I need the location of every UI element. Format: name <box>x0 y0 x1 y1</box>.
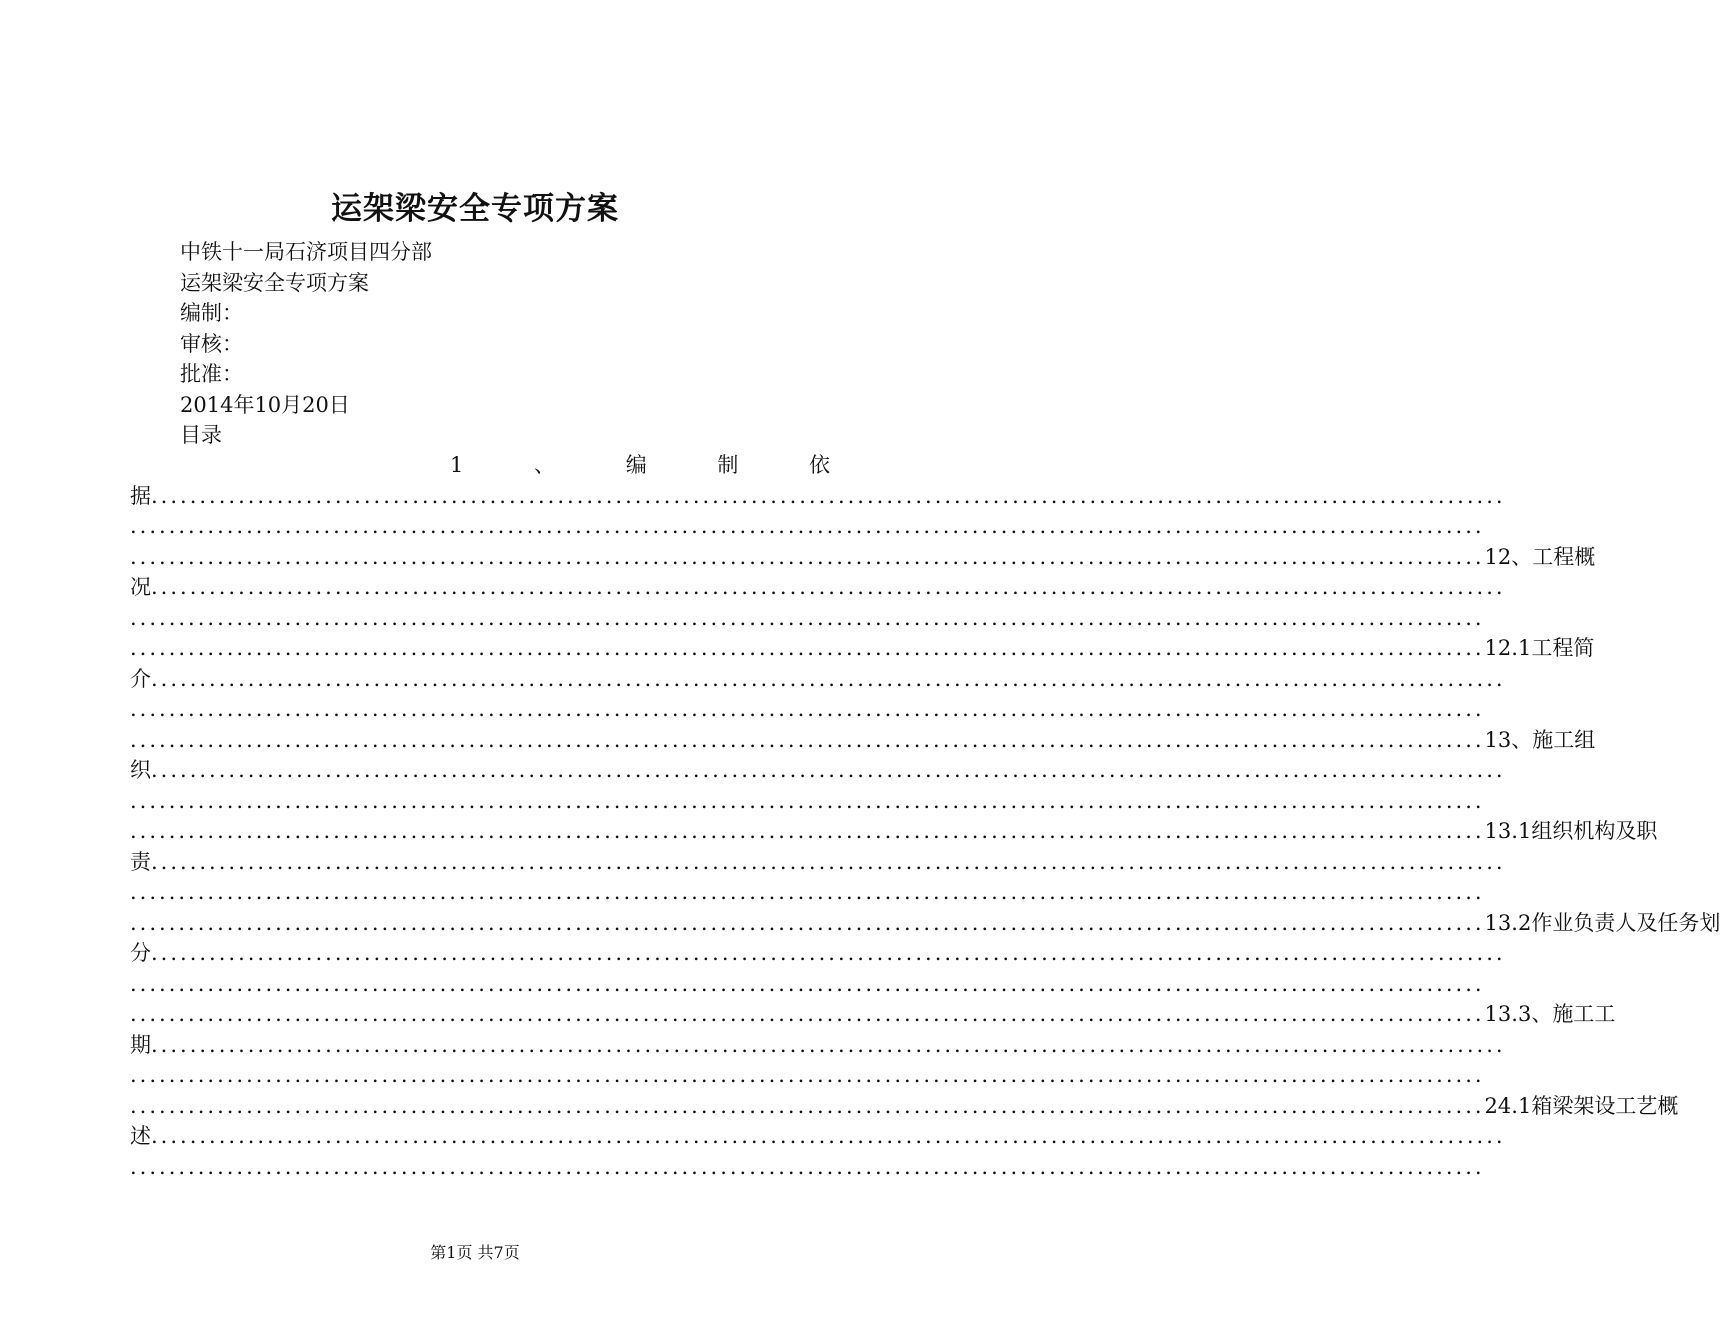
toc-entry-continuation <box>130 1030 1506 1061</box>
toc-entry-char: 艺 <box>1636 1093 1658 1118</box>
toc-entry-label[interactable] <box>1485 542 1596 573</box>
page-footer: 第1页 共7页 <box>430 1243 520 1262</box>
toc-entry-number: 13.1 <box>1484 819 1532 843</box>
dot-leader: ............................................................................................................................................ <box>130 1093 1485 1118</box>
toc-entry-last-char: 据 <box>130 483 151 508</box>
document-title: 运架梁安全专项方案 <box>331 191 619 227</box>
toc-entry-line <box>130 1091 1679 1122</box>
toc-entry-char: 织 <box>1552 819 1574 843</box>
dot-leader: ............................................................................................................................................ <box>130 788 1485 813</box>
toc-dot-line <box>130 786 1485 817</box>
toc-entry-char: 程 <box>1553 544 1575 569</box>
toc-entry-char: 务 <box>1678 910 1700 935</box>
toc-entry-label[interactable] <box>1485 999 1616 1030</box>
toc-entry-char: 架 <box>1573 1093 1595 1118</box>
toc-entry-char: 制 <box>717 453 739 477</box>
meta-reviewed-by: 审核： <box>180 331 243 356</box>
toc-entry-label[interactable] <box>1485 633 1595 664</box>
meta-toc-heading: 目录 <box>180 423 222 447</box>
dot-leader: ............................................................................................................................................ <box>130 727 1485 752</box>
toc-entry-label[interactable] <box>1485 908 1720 939</box>
toc-entry-char: 、 <box>1531 1002 1553 1026</box>
toc-dot-line <box>130 694 1485 725</box>
meta-unit: 中铁十一局石济项目四分部 <box>180 240 432 264</box>
toc-entry-char: 构 <box>1594 819 1616 843</box>
dot-leader: ............................................................................................................................................ <box>151 483 1506 508</box>
dot-leader: ............................................................................................................................................ <box>151 941 1506 965</box>
toc-entry-continuation <box>130 1121 1506 1152</box>
toc-entry-continuation <box>130 847 1506 878</box>
toc-entry-number: 24.1 <box>1484 1093 1532 1118</box>
meta-compiled-by: 编制： <box>180 301 243 325</box>
toc-entry-char: 、 <box>1511 544 1533 569</box>
toc-entry-label[interactable] <box>1485 1091 1679 1122</box>
toc-entry-number: 12 <box>1484 544 1512 569</box>
document-meta <box>180 237 432 451</box>
toc-entry-char: 业 <box>1552 910 1574 935</box>
toc-entry-last-char: 述 <box>130 1124 151 1148</box>
dot-leader: ............................................................................................................................................ <box>151 1124 1506 1148</box>
dot-leader: ............................................................................................................................................ <box>130 1154 1485 1179</box>
dot-leader: ............................................................................................................................................ <box>130 910 1485 935</box>
toc-entry-continuation <box>130 664 1506 695</box>
dot-leader: ............................................................................................................................................ <box>151 1032 1506 1057</box>
toc-entry-char: 、 <box>1511 727 1533 752</box>
dot-leader: ............................................................................................................................................ <box>130 1063 1485 1087</box>
dot-leader: ............................................................................................................................................ <box>151 758 1506 782</box>
toc-entry-char: 施 <box>1532 727 1554 752</box>
toc-entry-char: 简 <box>1573 636 1595 660</box>
toc-entry-char: 设 <box>1594 1093 1616 1118</box>
toc-dot-line <box>130 1152 1485 1183</box>
toc-entry-line <box>130 725 1596 756</box>
toc-entry-last-char: 期 <box>130 1032 151 1057</box>
toc-entry-char: 人 <box>1615 910 1637 935</box>
toc-entry-char: 、 <box>534 453 556 477</box>
toc-entry-char: 职 <box>1636 819 1658 843</box>
toc-entry-number: 13.3 <box>1484 1002 1532 1026</box>
toc-entry-last-char: 责 <box>130 849 151 874</box>
toc-entry-char: 工 <box>1531 636 1553 660</box>
dot-leader: ............................................................................................................................................ <box>130 636 1485 660</box>
toc-entry-char: 工 <box>1553 727 1575 752</box>
toc-dot-line <box>130 969 1485 1000</box>
dot-leader: ............................................................................................................................................ <box>130 819 1485 843</box>
toc-entry-line <box>130 999 1616 1030</box>
dot-leader: ............................................................................................................................................ <box>130 971 1485 996</box>
dot-leader: ............................................................................................................................................ <box>130 514 1485 538</box>
toc-entry-number: 1 <box>450 453 464 477</box>
toc-entry-char: 组 <box>1574 727 1596 752</box>
table-of-contents <box>130 450 1720 1182</box>
toc-entry-number: 13.2 <box>1484 910 1532 935</box>
toc-entry-char: 任 <box>1657 910 1679 935</box>
toc-entry-label[interactable] <box>1485 816 1658 847</box>
toc-entry-number: 13 <box>1484 727 1512 752</box>
toc-entry-char: 作 <box>1531 910 1553 935</box>
dot-leader: ............................................................................................................................................ <box>130 544 1485 569</box>
toc-dot-line <box>130 877 1485 908</box>
dot-leader: ............................................................................................................................................ <box>130 697 1485 721</box>
toc-dot-line <box>130 603 1485 634</box>
toc-entry-char: 程 <box>1552 636 1574 660</box>
toc-entry-char: 工 <box>1615 1093 1637 1118</box>
toc-entry-continuation <box>130 938 1506 969</box>
dot-leader: ............................................................................................................................................ <box>151 666 1506 691</box>
toc-entry-char: 负 <box>1573 910 1595 935</box>
toc-entry-line <box>130 542 1596 573</box>
toc-entry-last-char: 况 <box>130 575 151 599</box>
toc-entry-line <box>130 450 830 481</box>
toc-entry-char: 概 <box>1657 1093 1679 1118</box>
toc-entry-continuation <box>130 755 1506 786</box>
dot-leader: ............................................................................................................................................ <box>151 849 1506 874</box>
toc-dot-line <box>130 1060 1485 1091</box>
toc-entry-char: 责 <box>1594 910 1616 935</box>
toc-entry-char: 概 <box>1574 544 1596 569</box>
toc-entry-char: 及 <box>1615 819 1637 843</box>
meta-date: 2014年10月20日 <box>180 392 350 417</box>
dot-leader: ............................................................................................................................................ <box>130 605 1485 630</box>
toc-entry-label[interactable] <box>450 450 830 481</box>
toc-entry-char: 施 <box>1552 1002 1574 1026</box>
toc-entry-char: 箱 <box>1531 1093 1553 1118</box>
dot-leader: ............................................................................................................................................ <box>130 880 1485 904</box>
toc-entry-line <box>130 633 1595 664</box>
toc-entry-last-char: 织 <box>130 758 151 782</box>
meta-approved-by: 批准： <box>180 362 243 386</box>
toc-entry-char: 组 <box>1531 819 1553 843</box>
toc-entry-continuation <box>130 572 1506 603</box>
toc-entry-continuation <box>130 481 1506 512</box>
dot-leader: ............................................................................................................................................ <box>151 575 1506 599</box>
toc-entry-char: 工 <box>1532 544 1554 569</box>
toc-entry-line <box>130 908 1720 939</box>
meta-subtitle: 运架梁安全专项方案 <box>180 270 369 295</box>
toc-entry-last-char: 分 <box>130 941 151 965</box>
toc-entry-char: 机 <box>1573 819 1595 843</box>
toc-entry-char: 梁 <box>1552 1093 1574 1118</box>
toc-dot-line <box>130 511 1485 542</box>
toc-entry-char: 依 <box>809 453 830 477</box>
toc-entry-last-char: 介 <box>130 666 151 691</box>
toc-entry-char: 编 <box>625 453 647 477</box>
toc-entry-number: 12.1 <box>1484 636 1532 660</box>
toc-entry-char: 工 <box>1573 1002 1595 1026</box>
dot-leader: ............................................................................................................................................ <box>130 1002 1485 1026</box>
toc-entry-char: 划 <box>1699 910 1720 935</box>
toc-entry-char: 及 <box>1636 910 1658 935</box>
toc-entry-line <box>130 816 1658 847</box>
toc-entry-char: 工 <box>1594 1002 1616 1026</box>
toc-entry-label[interactable] <box>1485 725 1596 756</box>
